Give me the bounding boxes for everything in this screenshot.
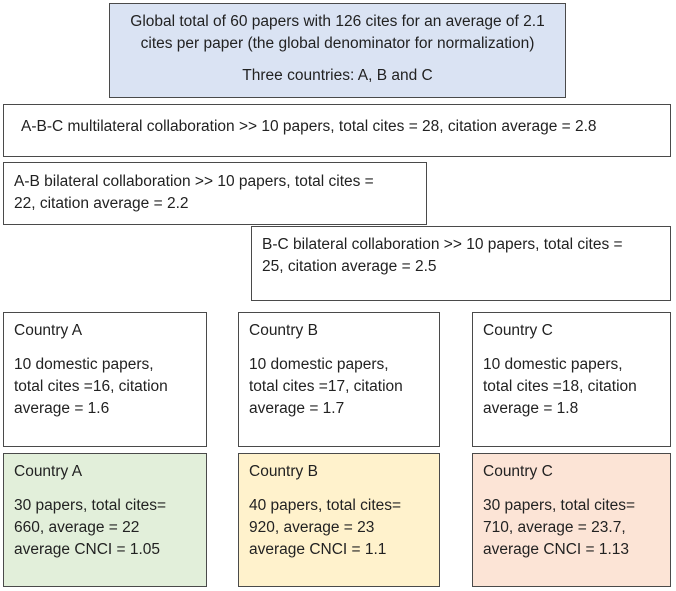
country-a-total-line-2: 660, average = 22 (14, 519, 140, 536)
country-a-total-line-1: 30 papers, total cites= (14, 497, 167, 514)
country-b-total-line-1: 40 papers, total cites= (249, 497, 402, 514)
country-c-total-box (472, 453, 671, 587)
country-a-domestic-title: Country A (14, 322, 83, 339)
country-b-domestic-box (238, 312, 440, 447)
country-c-domestic-line-1: 10 domestic papers, (483, 356, 623, 373)
bilateral-bc-box (251, 226, 671, 301)
country-a-domestic-line-2: total cites =16, citation (14, 378, 168, 395)
multilateral-collaboration-text: A-B-C multilateral collaboration >> 10 papers, total cites = 28, citation average = 2.8 (21, 118, 597, 135)
country-c-total-line-2: 710, average = 23.7, (483, 519, 626, 536)
bilateral-ab-line-2: 22, citation average = 2.2 (14, 195, 189, 212)
country-b-total-line-3: average CNCI = 1.1 (249, 541, 387, 558)
country-c-domestic-line-3: average = 1.8 (483, 400, 579, 417)
country-a-total-title: Country A (14, 463, 83, 480)
country-c-domestic-line-2: total cites =18, citation (483, 378, 637, 395)
global-summary-box (109, 3, 566, 98)
country-b-total-line-2: 920, average = 23 (249, 519, 375, 536)
country-b-domestic-line-1: 10 domestic papers, (249, 356, 389, 373)
country-c-total-line-3: average CNCI = 1.13 (483, 541, 630, 558)
bilateral-ab-box (3, 162, 427, 225)
country-c-total-title: Country C (483, 463, 553, 480)
bilateral-bc-line-2: 25, citation average = 2.5 (262, 258, 437, 275)
country-b-domestic-line-3: average = 1.7 (249, 400, 345, 417)
country-b-domestic-line-2: total cites =17, citation (249, 378, 403, 395)
bilateral-bc-line-1: B-C bilateral collaboration >> 10 papers, total cites = (262, 236, 623, 253)
country-b-total-box (238, 453, 440, 587)
country-c-domestic-title: Country C (483, 322, 553, 339)
country-a-domestic-line-3: average = 1.6 (14, 400, 110, 417)
multilateral-collaboration-box (3, 104, 671, 157)
global-summary-line-1: Global total of 60 papers with 126 cites for an average of 2.1 (130, 13, 545, 30)
country-a-total-box (3, 453, 207, 587)
country-c-domestic-box (472, 312, 671, 447)
country-c-total-line-1: 30 papers, total cites= (483, 497, 636, 514)
global-countries-line: Three countries: A, B and C (242, 67, 433, 84)
global-summary-line-2: cites per paper (the global denominator for normalization) (140, 35, 535, 52)
country-a-domestic-box (3, 312, 207, 447)
country-b-domestic-title: Country B (249, 322, 318, 339)
country-a-domestic-line-1: 10 domestic papers, (14, 356, 154, 373)
bilateral-ab-line-1: A-B bilateral collaboration >> 10 papers, total cites = (14, 173, 374, 190)
country-a-total-line-3: average CNCI = 1.05 (14, 541, 161, 558)
country-b-total-title: Country B (249, 463, 318, 480)
